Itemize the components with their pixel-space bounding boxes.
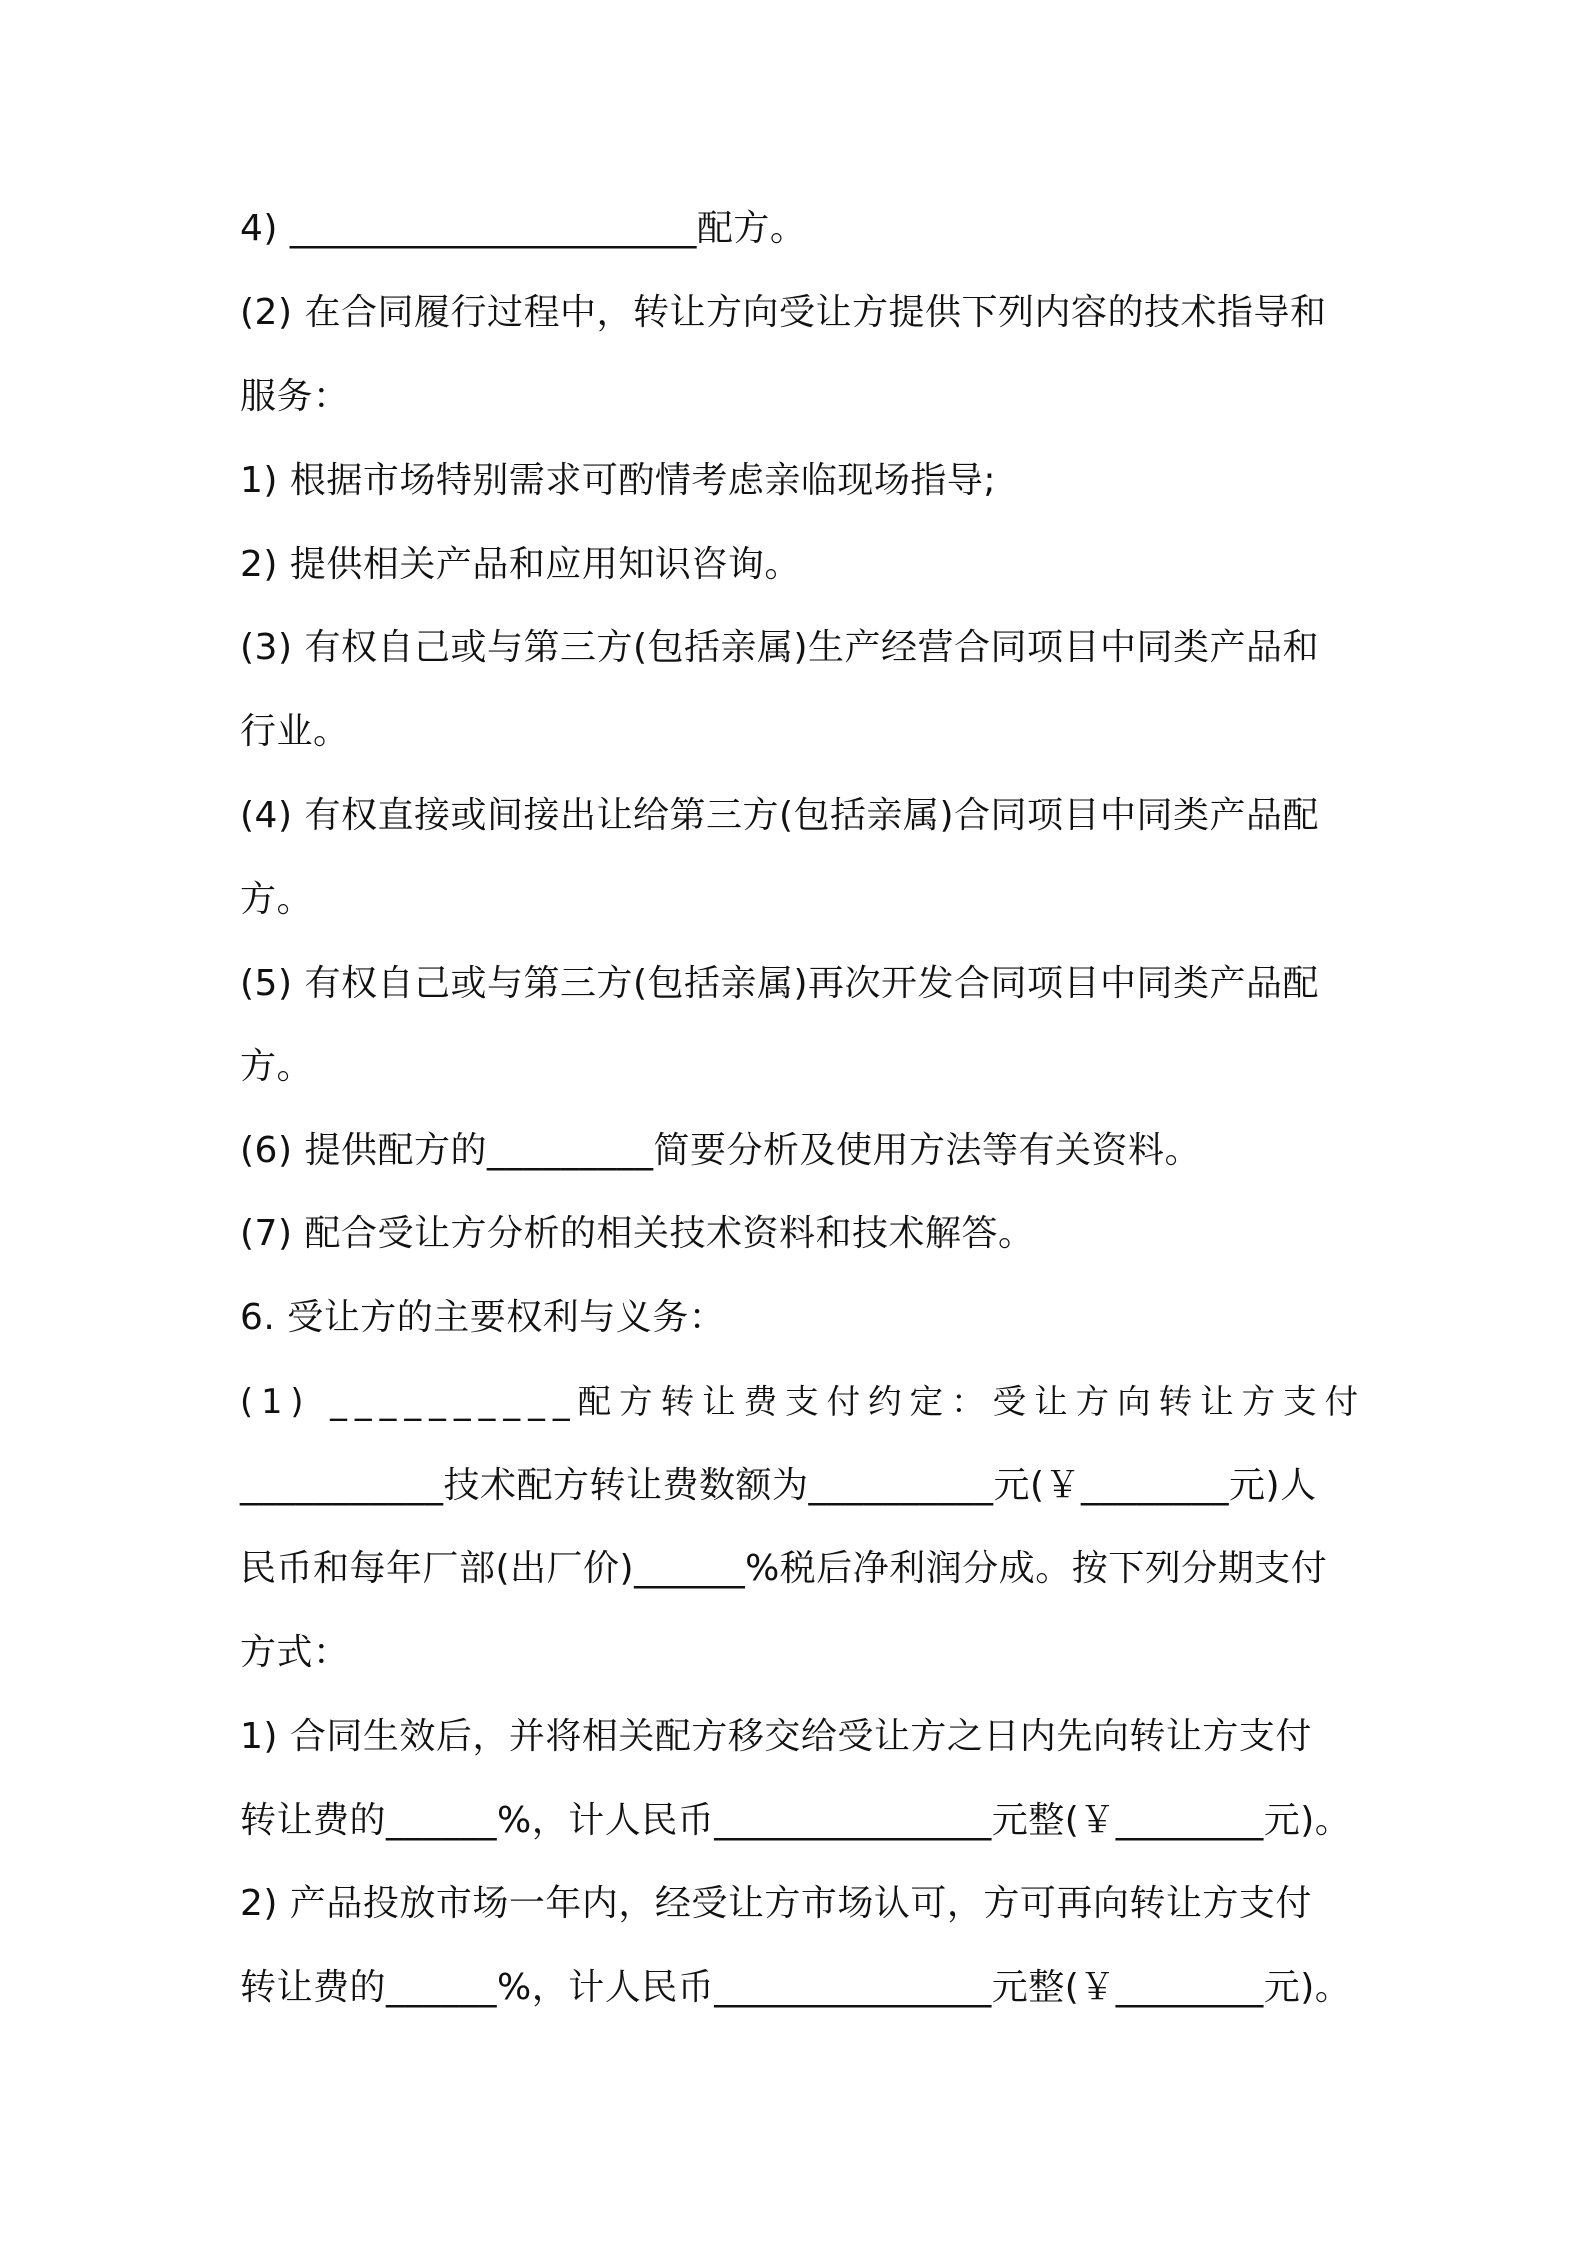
text-line: 方式： — [240, 1632, 350, 1673]
text-line: 2) 产品投放市场一年内，经受让方市场认可，方可再向转让方支付 — [240, 1883, 1312, 1924]
text-line: (2) 在合同履行过程中，转让方向受让方提供下列内容的技术指导和 — [240, 292, 1327, 333]
text-line: ___________技术配方转让费数额为__________元(￥________元)人 — [240, 1465, 1317, 1506]
text-line: 服务： — [240, 376, 350, 417]
text-line: 民币和每年厂部(出厂价)______%税后净利润分成。按下列分期支付 — [240, 1548, 1328, 1589]
text-line: (1) __________配方转让费支付约定：受让方向转让方支付 — [240, 1382, 1367, 1421]
text-line: (6) 提供配方的_________简要分析及使用方法等有关资料。 — [240, 1130, 1201, 1171]
text-line: 转让费的______%，计人民币_______________元整(￥________元)。 — [240, 1967, 1352, 2008]
text-line: (4) 有权直接或间接出让给第三方(包括亲属)合同项目中同类产品配 — [240, 795, 1320, 836]
text-line: 方。 — [240, 879, 314, 920]
text-line: 方。 — [240, 1046, 314, 1087]
text-line: 4) ______________________配方。 — [240, 208, 807, 249]
text-line: 6. 受让方的主要权利与义务： — [240, 1297, 726, 1338]
text-line: 1) 合同生效后，并将相关配方移交给受让方之日内先向转让方支付 — [240, 1716, 1312, 1757]
text-line: (7) 配合受让方分析的相关技术资料和技术解答。 — [240, 1213, 1035, 1254]
text-line: 行业。 — [240, 711, 350, 752]
text-line: (3) 有权自己或与第三方(包括亲属)生产经营合同项目中同类产品和 — [240, 627, 1320, 668]
text-line: (5) 有权自己或与第三方(包括亲属)再次开发合同项目中同类产品配 — [240, 963, 1320, 1004]
text-line: 转让费的______%，计人民币_______________元整(￥________元)。 — [240, 1800, 1352, 1841]
text-line: 2) 提供相关产品和应用知识咨询。 — [240, 544, 801, 585]
text-line: 1) 根据市场特别需求可酌情考虑亲临现场指导; — [240, 460, 997, 501]
